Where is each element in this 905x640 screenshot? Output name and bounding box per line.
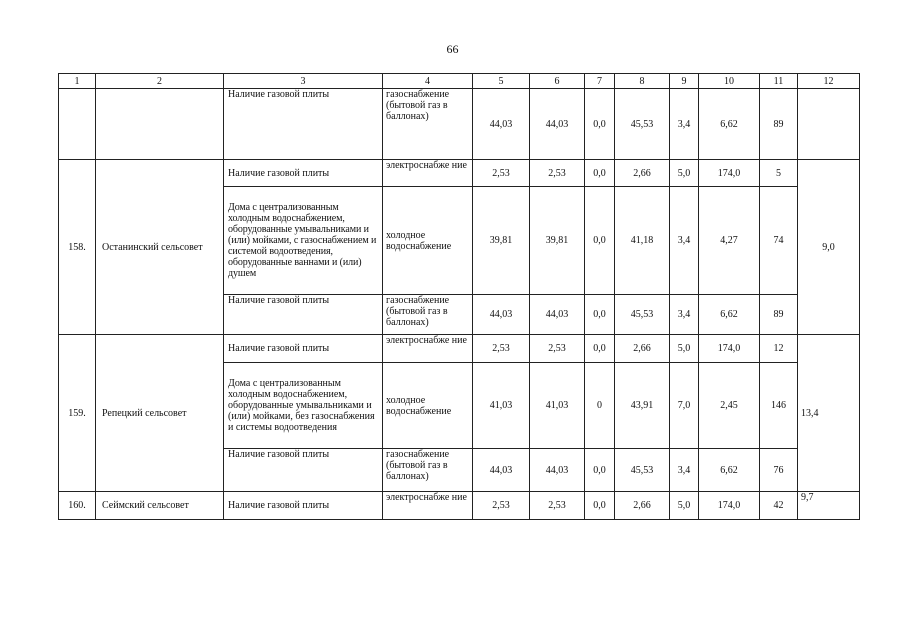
value-cell: 0,0 (585, 492, 615, 520)
tariff-table (58, 73, 860, 520)
value-cell: 2,53 (473, 335, 530, 363)
value-cell: 0,0 (585, 449, 615, 492)
service-cell: газоснабжение (бытовой газ в баллонах) (383, 295, 473, 335)
table-row (59, 89, 860, 160)
value-cell: 0,0 (585, 89, 615, 160)
service-cell: холодное водоснабжение (383, 363, 473, 449)
service-cell: газоснабжение (бытовой газ в баллонах) (383, 449, 473, 492)
header-cell: 3 (224, 74, 383, 89)
value-cell: 39,81 (473, 187, 530, 295)
table-row (59, 335, 860, 363)
value-cell: 5,0 (670, 160, 699, 187)
settlement-name: Репецкий сельсовет (96, 335, 224, 492)
value-cell: 74 (760, 187, 798, 295)
page-number: 66 (446, 42, 459, 56)
value-cell: 41,03 (530, 363, 585, 449)
header-cell: 8 (615, 74, 670, 89)
value-cell: 174,0 (699, 335, 760, 363)
header-cell: 4 (383, 74, 473, 89)
row-number-cell (59, 89, 96, 160)
service-cell: холодное водоснабжение (383, 187, 473, 295)
value-cell: 3,4 (670, 187, 699, 295)
value-cell: 45,53 (615, 295, 670, 335)
value-cell: 44,03 (473, 89, 530, 160)
value-cell: 3,4 (670, 89, 699, 160)
item-cell: Дома с централизованным холодным водоснабжением, оборудованные умывальниками и (или) мойками, с газоснабжением и системой водоотведения, оборудованные ваннами и (или) душем (224, 187, 383, 295)
value-cell: 6,62 (699, 295, 760, 335)
settlement-cell (96, 89, 224, 160)
settlement-name: Останинский сельсовет (96, 160, 224, 335)
value-cell: 12 (760, 335, 798, 363)
total-cell: 9,7 (798, 492, 860, 520)
service-cell: электроснабже ние (383, 335, 473, 363)
value-cell: 2,53 (530, 492, 585, 520)
value-cell: 44,03 (530, 295, 585, 335)
item-cell: Наличие газовой плиты (224, 492, 383, 520)
service-cell: электроснабже ние (383, 160, 473, 187)
total-cell: 13,4 (798, 335, 860, 492)
value-cell: 44,03 (530, 449, 585, 492)
value-cell: 3,4 (670, 295, 699, 335)
value-cell: 0,0 (585, 295, 615, 335)
header-cell: 2 (96, 74, 224, 89)
header-cell: 1 (59, 74, 96, 89)
value-cell: 2,66 (615, 335, 670, 363)
value-cell: 6,62 (699, 89, 760, 160)
value-cell: 0,0 (585, 160, 615, 187)
header-cell: 5 (473, 74, 530, 89)
value-cell: 0,0 (585, 335, 615, 363)
table-row (59, 160, 860, 187)
value-cell: 2,53 (473, 160, 530, 187)
service-cell: газоснабжение (бытовой газ в баллонах) (383, 89, 473, 160)
row-number-cell: 158. (59, 160, 96, 335)
value-cell: 174,0 (699, 160, 760, 187)
value-cell: 39,81 (530, 187, 585, 295)
item-cell: Наличие газовой плиты (224, 295, 383, 335)
item-cell: Наличие газовой плиты (224, 449, 383, 492)
total-cell: 9,0 (798, 160, 860, 335)
value-cell: 42 (760, 492, 798, 520)
value-cell: 7,0 (670, 363, 699, 449)
value-cell: 44,03 (530, 89, 585, 160)
item-cell: Дома с централизованным холодным водоснабжением, оборудованные умывальниками и (или) мойками, без газоснабжения и системы водоотведения (224, 363, 383, 449)
value-cell: 5,0 (670, 492, 699, 520)
value-cell: 0,0 (585, 187, 615, 295)
item-cell: Наличие газовой плиты (224, 335, 383, 363)
value-cell: 3,4 (670, 449, 699, 492)
value-cell: 2,66 (615, 160, 670, 187)
row-number-cell: 159. (59, 335, 96, 492)
value-cell: 41,03 (473, 363, 530, 449)
header-cell: 7 (585, 74, 615, 89)
row-number-cell: 160. (59, 492, 96, 520)
value-cell: 89 (760, 89, 798, 160)
value-cell: 174,0 (699, 492, 760, 520)
value-cell: 89 (760, 295, 798, 335)
header-cell: 10 (699, 74, 760, 89)
item-cell: Наличие газовой плиты (224, 89, 383, 160)
value-cell: 4,27 (699, 187, 760, 295)
value-cell: 43,91 (615, 363, 670, 449)
value-cell: 146 (760, 363, 798, 449)
header-cell: 6 (530, 74, 585, 89)
value-cell: 5,0 (670, 335, 699, 363)
value-cell: 44,03 (473, 295, 530, 335)
table-row (59, 492, 860, 520)
value-cell: 5 (760, 160, 798, 187)
value-cell: 45,53 (615, 89, 670, 160)
service-cell: электроснабже ние (383, 492, 473, 520)
value-cell: 45,53 (615, 449, 670, 492)
value-cell: 2,53 (473, 492, 530, 520)
header-cell: 11 (760, 74, 798, 89)
value-cell: 2,45 (699, 363, 760, 449)
value-cell: 0 (585, 363, 615, 449)
value-cell: 2,66 (615, 492, 670, 520)
value-cell: 76 (760, 449, 798, 492)
header-row (59, 74, 860, 89)
value-cell: 41,18 (615, 187, 670, 295)
settlement-name: Сеймский сельсовет (96, 492, 224, 520)
value-cell: 2,53 (530, 335, 585, 363)
value-cell: 2,53 (530, 160, 585, 187)
total-cell (798, 89, 860, 160)
value-cell: 44,03 (473, 449, 530, 492)
header-cell: 9 (670, 74, 699, 89)
header-cell: 12 (798, 74, 860, 89)
item-cell: Наличие газовой плиты (224, 160, 383, 187)
value-cell: 6,62 (699, 449, 760, 492)
